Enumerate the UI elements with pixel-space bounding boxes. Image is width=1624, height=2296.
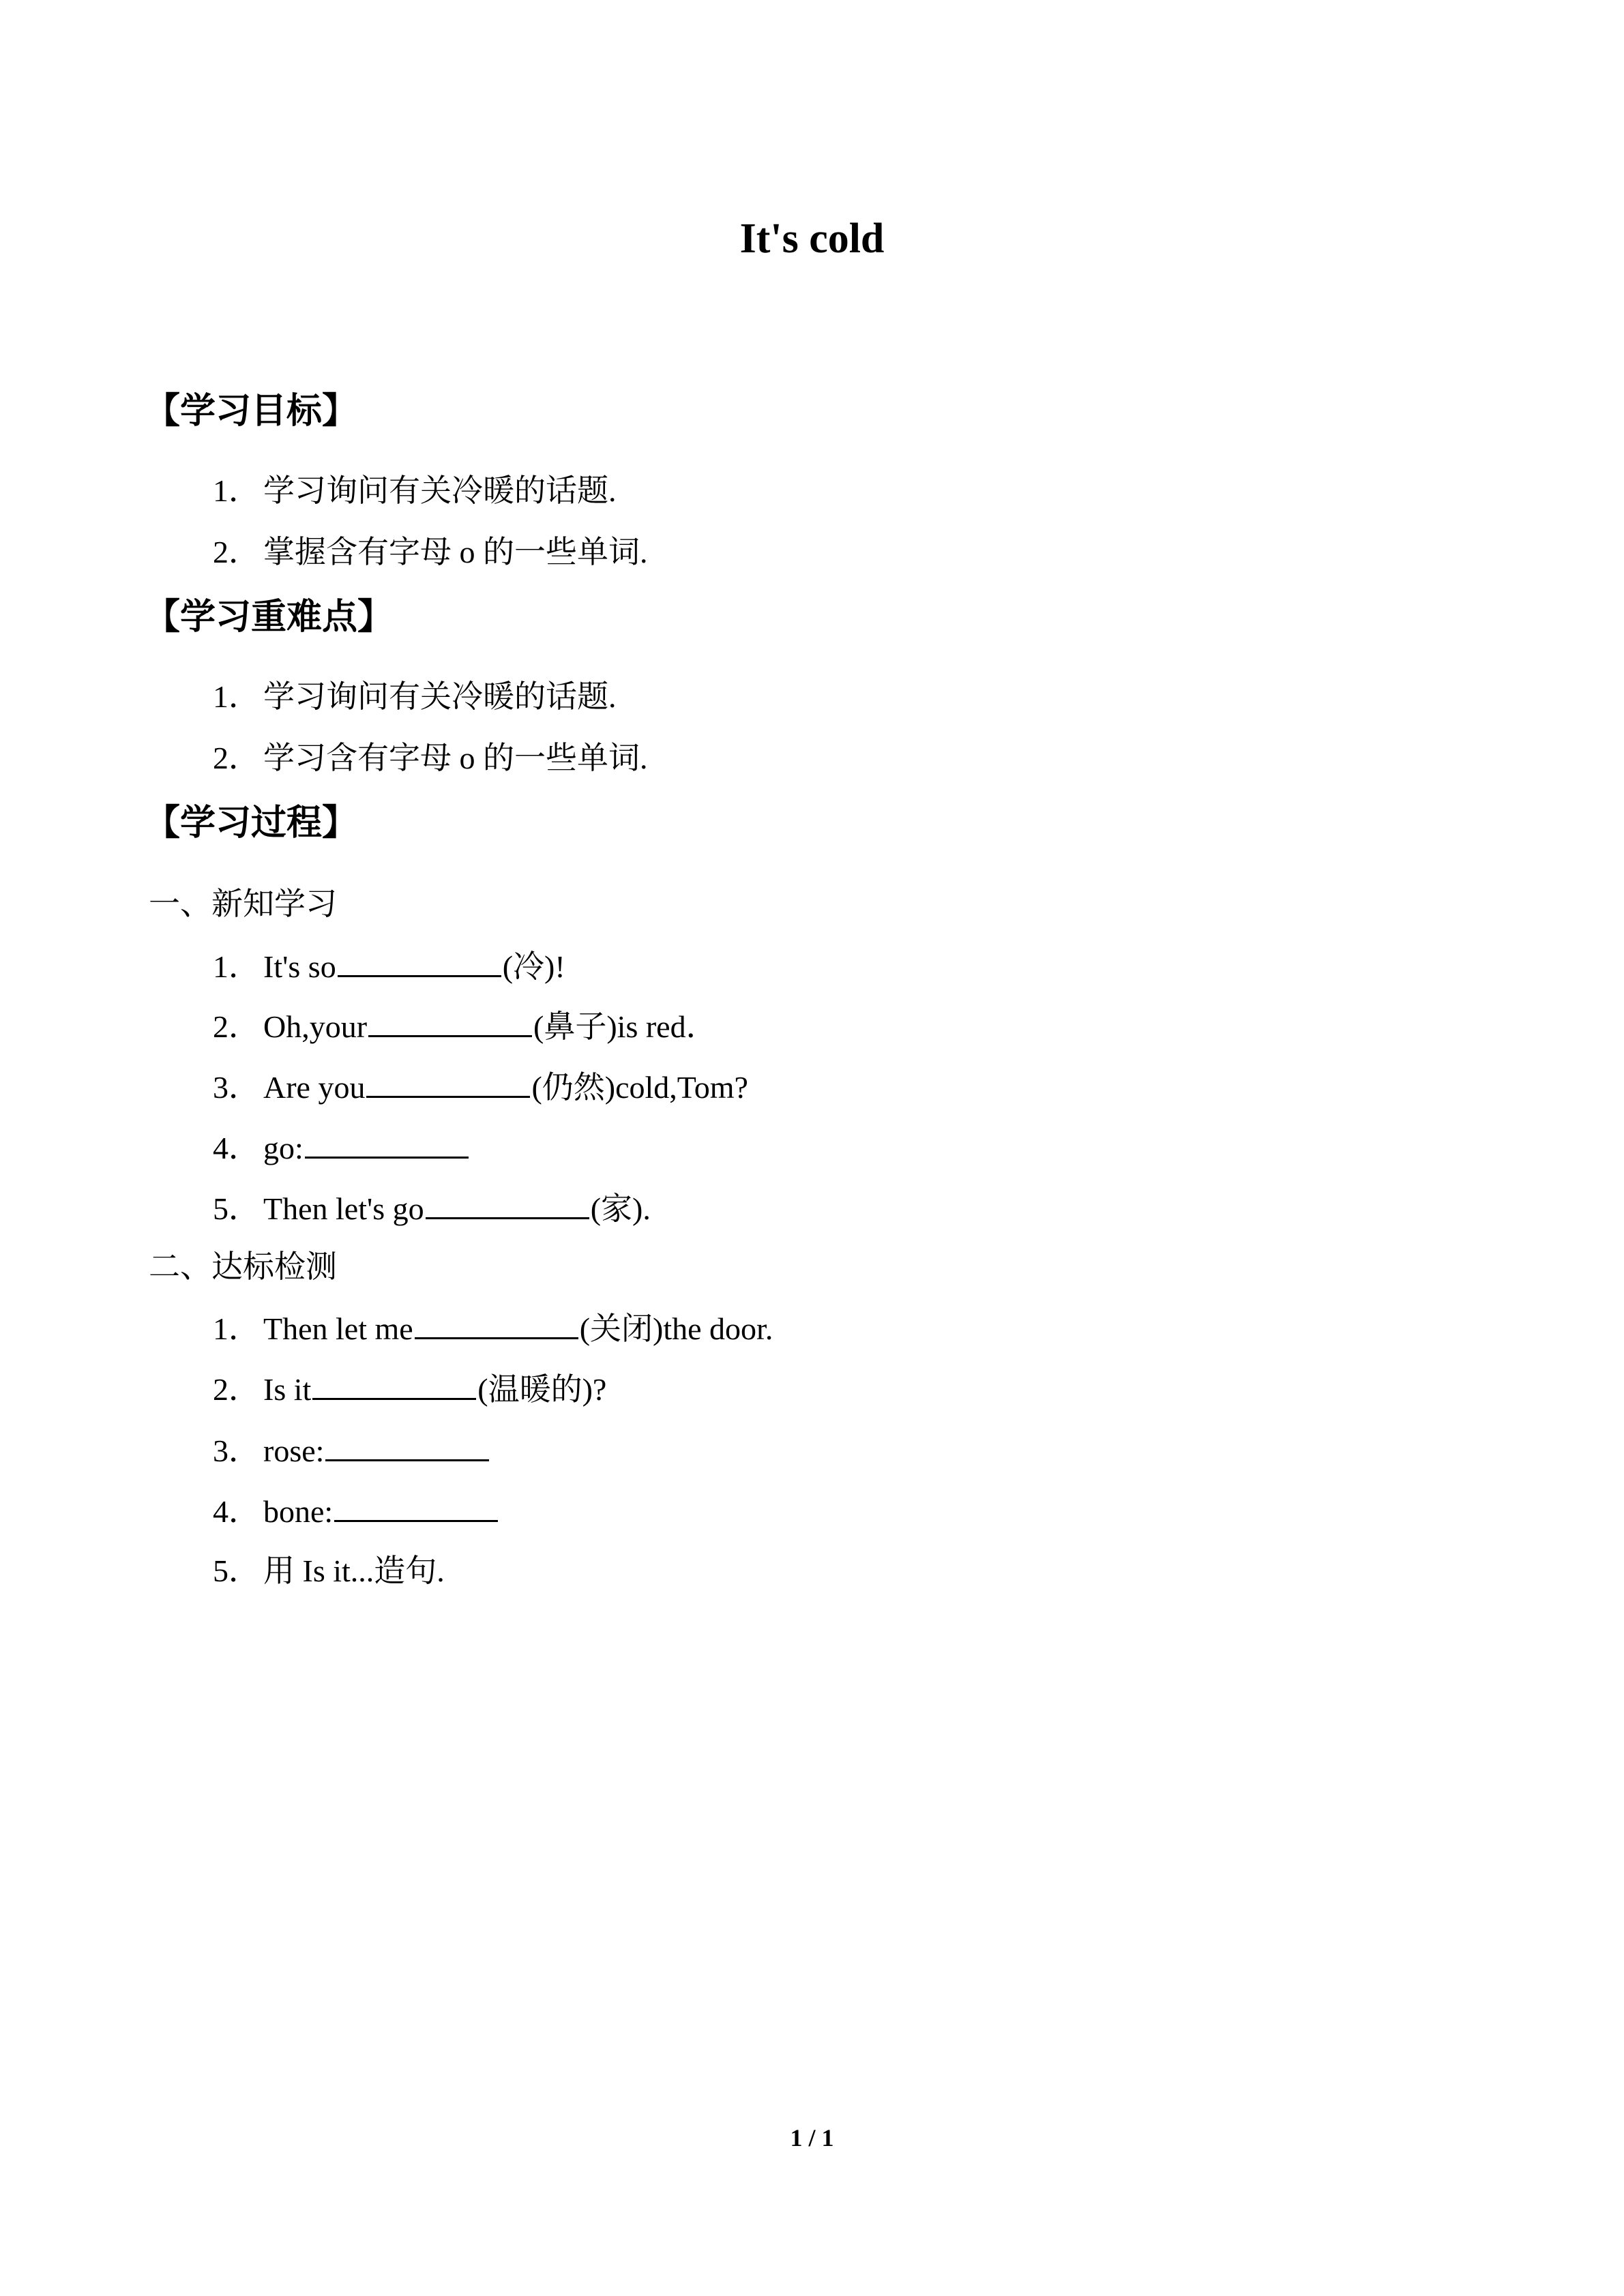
item-text-after: (鼻子)is red． (533, 1009, 718, 1044)
item-text-after: (仍然)cold,Tom? (531, 1070, 748, 1105)
exercise-item (213, 1187, 651, 1229)
answer-blank[interactable] (366, 1066, 530, 1098)
answer-blank[interactable] (415, 1307, 578, 1339)
exercise-item (213, 1551, 445, 1592)
key-point-item (213, 738, 648, 779)
answer-blank[interactable] (338, 945, 501, 977)
item-number: 4． (213, 1131, 260, 1165)
page-number: 1 / 1 (790, 2124, 834, 2151)
exercise-item (213, 1490, 499, 1532)
item-number: 2． (213, 1009, 260, 1044)
item-text-before: Then let me (263, 1311, 413, 1346)
exercise-item (213, 945, 565, 987)
item-text-before: It's so (263, 949, 336, 984)
section-heading-key-points: 【学习重难点】 (145, 597, 394, 638)
item-text-before: go: (263, 1131, 304, 1165)
item-text-after: (冷)! (502, 949, 565, 984)
item-text-before: Are you (263, 1070, 366, 1105)
item-number: 1． (213, 473, 260, 508)
item-number: 1． (213, 679, 260, 714)
item-number: 2． (213, 741, 260, 775)
answer-blank[interactable] (305, 1127, 469, 1159)
part-heading-assessment: 二、达标检测 (149, 1249, 337, 1284)
item-number: 1． (213, 1311, 260, 1346)
item-number: 3． (213, 1070, 260, 1105)
item-text-before: Oh,your (263, 1009, 368, 1044)
exercise-item (213, 1005, 718, 1047)
item-number: 5． (213, 1553, 260, 1588)
section-heading-process: 【学习过程】 (145, 803, 358, 844)
answer-blank[interactable] (334, 1490, 498, 1522)
exercise-item (213, 1368, 606, 1410)
objective-item (213, 471, 617, 511)
item-text: 学习含有字母 o 的一些单词. (263, 741, 648, 775)
objective-item (213, 532, 648, 573)
item-text-after: (温暖的)? (477, 1372, 607, 1407)
item-text-before: Is it (263, 1372, 312, 1407)
answer-blank[interactable] (426, 1187, 589, 1219)
item-number: 1． (213, 949, 260, 984)
part-heading-new-knowledge: 一、新知学习 (149, 886, 337, 921)
item-text-after: (家). (590, 1191, 651, 1226)
item-text-before: bone: (263, 1494, 334, 1529)
exercise-item (213, 1307, 773, 1350)
document-title: It's cold (739, 215, 885, 262)
item-text-before: rose: (263, 1433, 325, 1468)
exercise-item (213, 1127, 470, 1169)
answer-blank[interactable] (368, 1005, 532, 1037)
item-number: 2． (213, 535, 260, 569)
answer-blank[interactable] (312, 1368, 476, 1400)
item-number: 2． (213, 1372, 260, 1407)
section-heading-objectives: 【学习目标】 (145, 391, 358, 432)
item-number: 4． (213, 1494, 260, 1529)
item-text: 学习询问有关冷暖的话题. (263, 679, 617, 714)
key-point-item (213, 676, 617, 717)
item-number: 3． (213, 1433, 260, 1468)
item-text-after: (关闭)the door. (579, 1311, 773, 1346)
exercise-item (213, 1066, 748, 1108)
item-text-before: Then let's go (263, 1191, 424, 1226)
item-number: 5． (213, 1191, 260, 1226)
item-text: 学习询问有关冷暖的话题. (263, 473, 617, 508)
exercise-item (213, 1429, 490, 1472)
answer-blank[interactable] (325, 1429, 489, 1461)
item-text: 用 Is it...造句. (263, 1553, 445, 1588)
item-text: 掌握含有字母 o 的一些单词. (263, 535, 648, 569)
